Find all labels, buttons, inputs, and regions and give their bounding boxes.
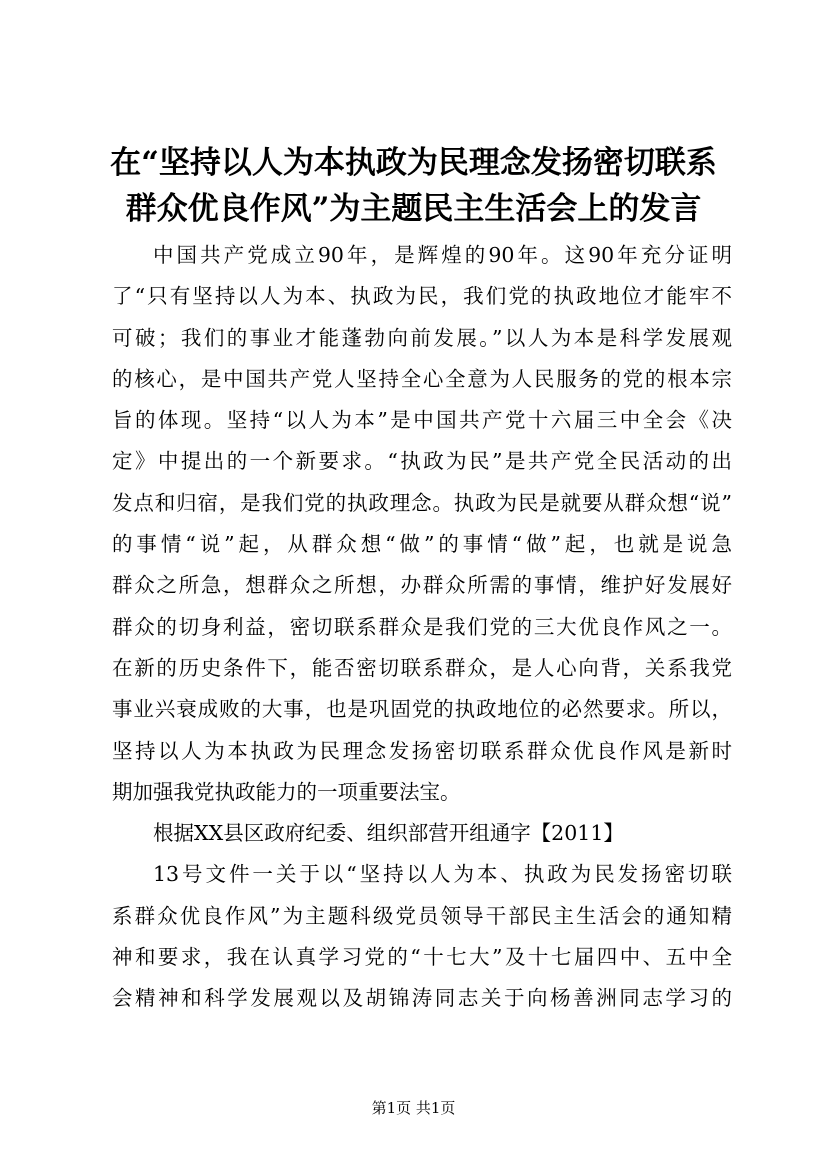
paragraph-line: 事业兴衰成败的大事，也是巩固党的执政地位的必然要求。所以， xyxy=(112,697,732,722)
paragraph-line: 系群众优良作风”为主题科级党员领导干部民主生活会的通知精 xyxy=(112,903,732,928)
paragraph-line: 的核心，是中国共产党人坚持全心全意为人民服务的党的根本宗 xyxy=(112,366,732,391)
paragraph-line: 群众之所急，想群众之所想，办群众所需的事情，维护好发展好 xyxy=(112,573,732,598)
paragraph-line: 发点和归宿，是我们党的执政理念。执政为民是就要从群众想“说” xyxy=(112,490,732,515)
paragraph-line: 根据XX县区政府纪委、组织部营开组通字【2011】 xyxy=(153,821,624,846)
paragraph-line: 中国共产党成立90年，是辉煌的90年。这90年充分证明 xyxy=(153,243,732,267)
document-title xyxy=(60,140,767,232)
paragraph-line: 旨的体现。坚持“以人为本”是中国共产党十六届三中全会《决 xyxy=(112,408,732,433)
title-line: 在“坚持以人为本执政为民理念发扬密切联系 xyxy=(110,145,717,181)
title-line: 群众优良作风”为主题民主生活会上的发言 xyxy=(125,191,702,227)
page-footer: 第1页 共1页 xyxy=(371,1099,456,1117)
paragraph-line: 期加强我党执政能力的一项重要法宝。 xyxy=(112,779,461,804)
paragraph-line: 在新的历史条件下，能否密切联系群众，是人心向背，关系我党 xyxy=(112,655,732,680)
paragraph-line: 可破；我们的事业才能蓬勃向前发展。”以人为本是科学发展观 xyxy=(112,325,732,350)
paragraph-line: 坚持以人为本执政为民理念发扬密切联系群众优良作风是新时 xyxy=(112,738,732,763)
paragraph-line: 神和要求，我在认真学习党的“十七大”及十七届四中、五中全 xyxy=(112,945,732,970)
paragraph-line: 群众的切身利益，密切联系群众是我们党的三大优良作风之一。 xyxy=(112,614,732,639)
paragraph-line: 会精神和科学发展观以及胡锦涛同志关于向杨善洲同志学习的 xyxy=(112,986,732,1011)
paragraph-line: 的事情“说”起，从群众想“做”的事情“做”起，也就是说急 xyxy=(112,532,732,557)
paragraph-line: 了“只有坚持以人为本、执政为民，我们党的执政地位才能牢不 xyxy=(112,284,732,309)
paragraph-line: 定》中提出的一个新要求。“执政为民”是共产党全民活动的出 xyxy=(112,449,732,474)
paragraph-line: 13号文件一关于以“坚持以人为本、执政为民发扬密切联 xyxy=(153,862,732,887)
document-body xyxy=(112,235,732,1020)
